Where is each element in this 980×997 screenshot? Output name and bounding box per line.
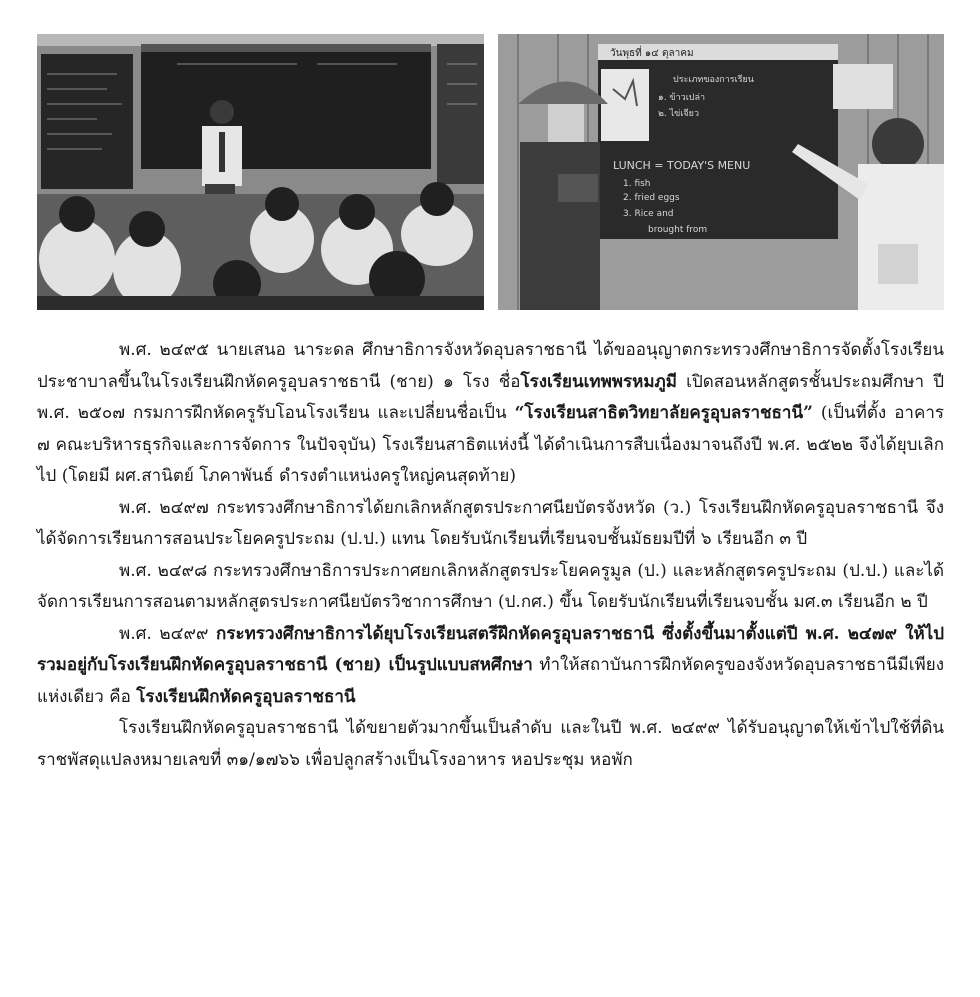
bold-text: โรงเรียนเทพพรหมภูมี [520,371,677,392]
bold-text: “โรงเรียนสาธิตวิทยาลัยครูอุบลราชธานี” [514,403,813,423]
paragraph-text: ทำให้สถาบันการฝึกหัดครูของจังหวัดอุบลราชธานีมีเพียงแห่งเดียว คือ [37,655,944,707]
classroom-lecture-image [37,34,484,310]
board-line: ประเภทของการเรียน [673,75,754,85]
classroom-lecture-photo [37,34,484,310]
paragraph [37,493,944,556]
paragraph [37,619,944,714]
paragraph-text: พ.ศ. ๒๔๙๘ กระทรวงศึกษาธิการประกาศยกเลิกหลักสูตรประโยคครูมูล (ป.) และหลักสูตรครูประถม (ป.ป.) และได้จัดการเรียนการสอนตามหลักสูตรประกาศนียบัตรวิชาการศึกษา (ป.กศ.) ขึ้น โดยรับนักเรียนที่เรียนจบชั้น มศ.๓ เรียนอีก ๒ ปี [37,560,944,612]
paragraph-text: พ.ศ. ๒๔๙๙ [119,623,217,644]
paragraph-text: พ.ศ. ๒๔๙๕ นายเสนอ นาระดล ศึกษาธิการจังหวัดอุบลราชธานี ได้ขออนุญาตกระทรวงศึกษาธิการจัดตั้งโรงเรียนประชาบาลขึ้นในโรงเรียนฝึกหัดครูอุบลราชธานี (ชาย) ๑ โรง ชื่อ [37,340,944,392]
blackboard-lesson-photo [498,34,944,310]
board-line: 1. fish [623,179,651,189]
paragraph [37,713,944,776]
paragraph-text: เปิดสอนหลักสูตรชั้นประถมศึกษา ปี พ.ศ. ๒๕๐๗ กรมการฝึกหัดครูรับโอนโรงเรียน และเปลี่ยนชื่อเป็น [37,371,944,423]
paragraph-text: พ.ศ. ๒๔๙๗ กระทรวงศึกษาธิการได้ยกเลิกหลักสูตรประกาศนียบัตรจังหวัด (ว.) โรงเรียนฝึกหัดครูอุบลราชธานี จึงได้จัดการเรียนการสอนประโยคครูประถม (ป.ป.) แทน โดยรับนักเรียนที่เรียนจบชั้นมัธยมปีที่ ๖ เรียนอีก ๓ ปี [37,497,944,549]
board-line: 3. Rice and [623,209,674,219]
board-line: LUNCH = TODAY'S MENU [613,159,751,172]
paragraph [37,335,944,493]
paragraph-text: โรงเรียนฝึกหัดครูอุบลราชธานี ได้ขยายตัวมากขึ้นเป็นลำดับ และในปี พ.ศ. ๒๔๙๙ ได้รับอนุญาตให้เข้าไปใช้ที่ดินราชพัสดุแปลงหมายเลขที่ ๓๑/๑๗๖๖ เพื่อปลูกสร้างเป็นโรงอาหาร หอประชุม หอพัก [37,718,944,770]
bold-text: โรงเรียนฝึกหัดครูอุบลราชธานี [136,686,356,707]
board-line: 2. fried eggs [623,193,680,203]
board-line: brought from [648,225,708,235]
board-line: ๒. ไข่เจียว [658,109,700,119]
bold-text: กระทรวงศึกษาธิการได้ยุบโรงเรียนสตรีฝึกหัดครูอุบลราชธานี ซึ่งตั้งขึ้นมาตั้งแต่ปี พ.ศ. ๒๔๗๙ ให้ไปรวมอยู่กับโรงเรียนฝึกหัดครูอุบลราชธานี (ชาย) เป็นรูปแบบสหศึกษา [37,623,944,675]
article-body [37,335,944,776]
paragraph-text: (เป็นที่ตั้ง อาคาร ๗ คณะบริหารธุรกิจและการจัดการ ในปัจจุบัน) โรงเรียนสาธิตแห่งนี้ ได้ดำเนินการสืบเนื่องมาจนถึงปี พ.ศ. ๒๕๒๒ จึงได้ยุบเลิกไป (โดยมี ผศ.สานิตย์ โภคาพันธ์ ดำรงตำแหน่งครูใหญ่คนสุดท้าย) [37,403,944,486]
paragraph [37,556,944,619]
board-date-text: วันพุธที่ ๑๔ ตุลาคม [610,48,694,59]
board-line: ๑. ข้าวเปล่า [658,93,706,103]
blackboard-lesson-image [498,34,944,310]
